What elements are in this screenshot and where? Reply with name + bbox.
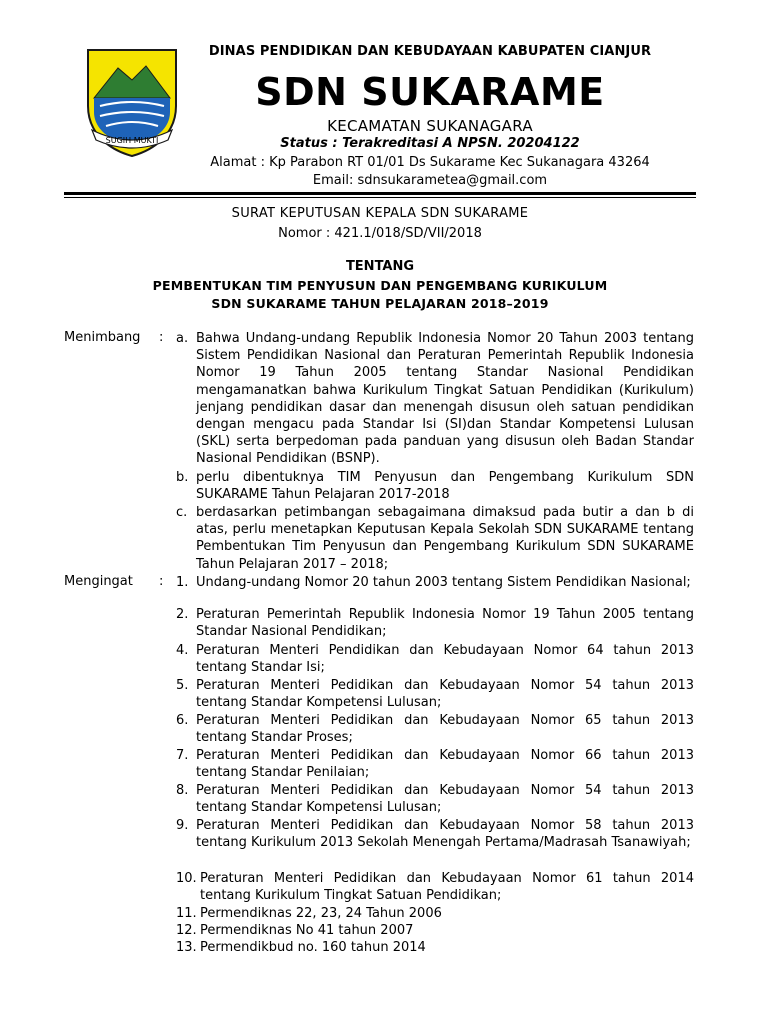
decree-subject-line-1: PEMBENTUKAN TIM PENYUSUN DAN PENGEMBANG KURIKULUM: [152, 278, 608, 293]
school-address: Alamat : Kp Parabon RT 01/01 Ds Sukarame Kec Sukanagara 43264: [210, 155, 650, 170]
item-marker: c.: [176, 505, 188, 520]
logo-motto: SUGIH MUKTI: [105, 136, 159, 145]
item-text: Peraturan Menteri Pedidikan dan Kebudayaan Nomor 58 tahun 2013 tentang Kurikulum 2013 Sekolah Menengah Pertama/Madrasah Tsanawiyah;: [196, 818, 694, 851]
item-marker: a.: [176, 331, 189, 346]
menimbang-item-a: [176, 330, 694, 468]
letterhead-divider-thin: [64, 197, 696, 198]
item-marker: 9.: [176, 818, 189, 833]
item-text: Permendiknas 22, 23, 24 Tahun 2006: [200, 906, 442, 921]
mengingat-item-11: [176, 905, 694, 922]
item-text: Bahwa Undang-undang Republik Indonesia Nomor 20 Tahun 2003 tentang Sistem Pendidikan Nasional dan Peraturan Pemerintah Republik Indonesia Nomor 19 Tahun 2005 tentang Standar Nasional Pendidikan mengamanatkan bahwa Kurikulum Tingkat Satuan Pendidikan (Kurikulum) jenjang pendidikan dasar dan menengah disusun oleh satuan pendidikan dengan mengacu pada Standar Isi (SI)dan Standar Kompetensi Lulusan (SKL) serta berpedoman pada panduan yang disusun oleh Badan Standar Nasional Pendidikan (BSNP).: [196, 331, 694, 467]
mengingat-item-9: [176, 817, 694, 851]
item-text: Peraturan Menteri Pedidikan dan Kebudayaan Nomor 65 tahun 2013 tentang Standar Proses;: [196, 713, 694, 746]
letterhead-divider-thick: [64, 192, 696, 195]
district-name: KECAMATAN SUKANAGARA: [327, 117, 533, 135]
item-text: perlu dibentuknya TIM Penyusun dan Pengembang Kurikulum SDN SUKARAME Tahun Pelajaran 2017-2018: [196, 470, 694, 503]
menimbang-colon: :: [159, 330, 164, 345]
school-name: SDN SUKARAME: [255, 70, 605, 114]
item-marker: 5.: [176, 678, 189, 693]
item-text: Permendiknas No 41 tahun 2007: [200, 923, 414, 938]
mengingat-item-6: [176, 712, 694, 746]
agency-name: DINAS PENDIDIKAN DAN KEBUDAYAAN KABUPATEN CIANJUR: [208, 44, 652, 59]
item-text: Permendikbud no. 160 tahun 2014: [200, 940, 426, 955]
mengingat-item-5: [176, 677, 694, 711]
decree-subject-line-2: SDN SUKARAME TAHUN PELAJARAN 2018–2019: [211, 296, 549, 311]
item-marker: 13.: [176, 940, 197, 955]
mengingat-item-12: [176, 922, 694, 939]
item-text: Peraturan Menteri Pedidikan dan Kebudayaan Nomor 61 tahun 2014 tentang Kurikulum Tingkat Satuan Pendidikan;: [200, 871, 694, 904]
school-email: Email: sdnsukarametea@gmail.com: [312, 173, 548, 188]
mengingat-item-2: [176, 606, 694, 640]
mengingat-colon: :: [159, 574, 164, 589]
item-text: Undang-undang Nomor 20 tahun 2003 tentang Sistem Pendidikan Nasional;: [196, 575, 691, 590]
item-marker: 1.: [176, 575, 189, 590]
item-marker: 12.: [176, 923, 197, 938]
mengingat-item-8: [176, 782, 694, 816]
item-marker: 7.: [176, 748, 189, 763]
mengingat-item-10: [176, 870, 694, 904]
item-marker: b.: [176, 470, 189, 485]
item-marker: 2.: [176, 607, 189, 622]
item-text: Peraturan Menteri Pendidikan dan Kebudayaan Nomor 64 tahun 2013 tentang Standar Isi;: [196, 643, 694, 676]
menimbang-label: Menimbang: [64, 330, 141, 345]
item-text: berdasarkan petimbangan sebagaimana dimaksud pada butir a dan b di atas, perlu menetapkan Keputusan Kepala Sekolah SDN SUKARAME tentang Pembentukan Tim Penyusun dan Pengembang Kurikulum SDN SUKARAME Tahun Pelajaran 2017 – 2018;: [196, 505, 694, 572]
item-text: Peraturan Menteri Pedidikan dan Kebudayaan Nomor 66 tahun 2013 tentang Standar Penilaian;: [196, 748, 694, 781]
decree-about: TENTANG: [345, 259, 415, 274]
mengingat-item-4: [176, 642, 694, 676]
mengingat-item-13: [176, 939, 694, 956]
item-marker: 4.: [176, 643, 189, 658]
item-marker: 6.: [176, 713, 189, 728]
item-text: Peraturan Menteri Pedidikan dan Kebudayaan Nomor 54 tahun 2013 tentang Standar Kompetensi Lulusan;: [196, 783, 694, 816]
menimbang-item-c: [176, 504, 694, 573]
item-marker: 8.: [176, 783, 189, 798]
accreditation-status: Status : Terakreditasi A NPSN. 20204122: [280, 136, 580, 151]
item-text: Peraturan Pemerintah Republik Indonesia Nomor 19 Tahun 2005 tentang Standar Nasional Pendidikan;: [196, 607, 694, 640]
cianjur-regency-logo: [84, 46, 180, 158]
item-marker: 10.: [176, 871, 197, 886]
mengingat-label: Mengingat: [64, 574, 133, 589]
mengingat-item-1: [176, 574, 694, 591]
decree-title: SURAT KEPUTUSAN KEPALA SDN SUKARAME: [231, 206, 529, 221]
item-marker: 11.: [176, 906, 197, 921]
item-text: Peraturan Menteri Pedidikan dan Kebudayaan Nomor 54 tahun 2013 tentang Standar Kompetensi Lulusan;: [196, 678, 694, 711]
decree-number: Nomor : 421.1/018/SD/VII/2018: [278, 226, 482, 241]
mengingat-item-7: [176, 747, 694, 781]
menimbang-item-b: [176, 469, 694, 503]
